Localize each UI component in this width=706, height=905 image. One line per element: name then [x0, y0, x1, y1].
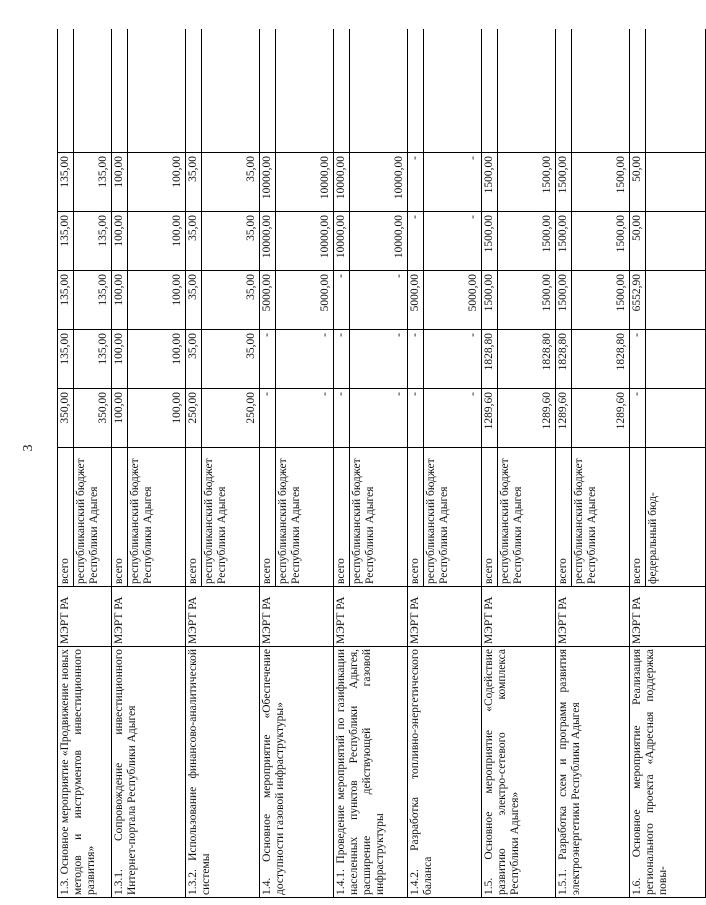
amount-cell: 50,00 [630, 153, 646, 212]
amount-cell: 100,00 [128, 271, 186, 330]
amount-cell: 250,00 [202, 389, 260, 448]
table-row [334, 30, 350, 898]
amount-cell: 10000,00 [260, 212, 276, 271]
spacer-cell [202, 30, 260, 153]
amount-cell: 1289,60 [556, 389, 572, 448]
measure-name: 1.3.1. Сопровождение инвестиционного Интернет-портала Республики Адыгея [112, 647, 186, 898]
rotated-table-area [57, 30, 669, 898]
amount-cell: 100,00 [128, 389, 186, 448]
funding-source: республиканский бюджет Республики Адыгея [350, 448, 408, 587]
amount-cell: 50,00 [630, 212, 646, 271]
measure-name: 1.6. Основное мероприятие Реализация регионального проекта «Адресная поддержка повы- [630, 647, 706, 898]
amount-cell: 35,00 [202, 330, 260, 389]
spacer-cell [276, 30, 334, 153]
funding-source: всего [334, 448, 350, 587]
amount-cell: 1289,60 [498, 389, 556, 448]
table-row [630, 30, 646, 898]
amount-cell: 10000,00 [334, 212, 350, 271]
amount-cell: 250,00 [186, 389, 202, 448]
measure-name: 1.5. Основное мероприятие «Содействие развитию электро-сетевого комплекса Республики Адыгея» [482, 647, 556, 898]
amount-cell: 100,00 [128, 330, 186, 389]
spacer-cell [498, 30, 556, 153]
amount-cell: - [424, 153, 482, 212]
amount-cell [646, 330, 706, 389]
amount-cell: 35,00 [202, 271, 260, 330]
amount-cell: 35,00 [202, 153, 260, 212]
amount-cell: 10000,00 [276, 153, 334, 212]
funding-source: республиканский бюджет Республики Адыгея [572, 448, 630, 587]
amount-cell: - [424, 330, 482, 389]
financing-table [57, 30, 706, 899]
table-row [556, 30, 572, 898]
amount-cell: - [260, 330, 276, 389]
table-row [408, 30, 424, 898]
spacer-cell [58, 30, 74, 153]
amount-cell: 10000,00 [334, 153, 350, 212]
amount-cell: 1828,80 [498, 330, 556, 389]
amount-cell: 350,00 [58, 389, 74, 448]
spacer-cell [630, 30, 646, 153]
spacer-cell [334, 30, 350, 153]
funding-source: всего [630, 448, 646, 587]
measure-name: 1.3. Основное мероприятие «Продвижение новых методов и инструментов инвестиционного развития» [58, 647, 112, 898]
spacer-cell [112, 30, 128, 153]
amount-cell: 1289,60 [572, 389, 630, 448]
amount-cell: - [630, 389, 646, 448]
amount-cell: 135,00 [74, 271, 112, 330]
amount-cell: 1828,80 [482, 330, 498, 389]
amount-cell [646, 153, 706, 212]
spacer-cell [556, 30, 572, 153]
amount-cell: 1500,00 [572, 153, 630, 212]
amount-cell: 1500,00 [498, 271, 556, 330]
amount-cell [646, 389, 706, 448]
table-rotor [57, 30, 669, 898]
amount-cell: 1500,00 [498, 212, 556, 271]
amount-cell [646, 271, 706, 330]
funding-source: республиканский бюджет Республики Адыгея [424, 448, 482, 587]
spacer-cell [128, 30, 186, 153]
amount-cell: 1500,00 [556, 212, 572, 271]
amount-cell: - [630, 330, 646, 389]
amount-cell: 135,00 [58, 330, 74, 389]
table-row [260, 30, 276, 898]
amount-cell: - [350, 389, 408, 448]
amount-cell: 35,00 [186, 330, 202, 389]
amount-cell: 1828,80 [572, 330, 630, 389]
spacer-cell [260, 30, 276, 153]
amount-cell: - [408, 212, 424, 271]
amount-cell: 6552,90 [630, 271, 646, 330]
measure-name: 1.5.1. Разработка схем и программ развития электроэнергетики Республики Адыгея [556, 647, 630, 898]
executor: МЭРТ РА [186, 587, 260, 647]
amount-cell: 135,00 [74, 330, 112, 389]
amount-cell: 35,00 [186, 153, 202, 212]
measure-name: 1.4.1. Проведение мероприятий по газификации населенных пунктов Республики Адыгея, расширение действующей газовой инфраструктуры [334, 647, 408, 898]
spacer-cell [186, 30, 202, 153]
funding-source: республиканский бюджет Республики Адыгея [128, 448, 186, 587]
amount-cell: - [424, 212, 482, 271]
amount-cell: 1289,60 [482, 389, 498, 448]
amount-cell: 35,00 [186, 212, 202, 271]
amount-cell: 10000,00 [350, 212, 408, 271]
amount-cell: - [260, 389, 276, 448]
funding-source: всего [58, 448, 74, 587]
amount-cell: 1500,00 [482, 153, 498, 212]
amount-cell: 1500,00 [482, 271, 498, 330]
funding-source: всего [482, 448, 498, 587]
amount-cell: - [334, 330, 350, 389]
amount-cell: - [408, 330, 424, 389]
amount-cell: - [424, 389, 482, 448]
measure-name: 1.4.2. Разработка топливно-энергетического баланса [408, 647, 482, 898]
amount-cell: 100,00 [112, 330, 128, 389]
amount-cell: 1500,00 [498, 153, 556, 212]
amount-cell: 100,00 [112, 212, 128, 271]
amount-cell: 135,00 [58, 153, 74, 212]
amount-cell: 5000,00 [260, 271, 276, 330]
table-row [112, 30, 128, 898]
spacer-cell [572, 30, 630, 153]
funding-source: республиканский бюджет Республики Адыгея [498, 448, 556, 587]
measure-name: 1.4. Основное мероприятие «Обеспечение доступности газовой инфраструктуры» [260, 647, 334, 898]
amount-cell: 100,00 [128, 212, 186, 271]
amount-cell: 1500,00 [556, 271, 572, 330]
amount-cell: - [276, 330, 334, 389]
amount-cell: 1828,80 [556, 330, 572, 389]
amount-cell: - [334, 271, 350, 330]
amount-cell: 5000,00 [424, 271, 482, 330]
amount-cell: 10000,00 [350, 153, 408, 212]
funding-source: республиканский бюджет Республики Адыгея [276, 448, 334, 587]
amount-cell: 10000,00 [260, 153, 276, 212]
amount-cell: 1500,00 [572, 212, 630, 271]
executor: МЭРТ РА [58, 587, 112, 647]
spacer-cell [424, 30, 482, 153]
table-row [58, 30, 74, 898]
amount-cell: 100,00 [112, 389, 128, 448]
amount-cell: - [350, 271, 408, 330]
amount-cell: 5000,00 [408, 271, 424, 330]
executor: МЭРТ РА [260, 587, 334, 647]
amount-cell: - [408, 389, 424, 448]
amount-cell: 1500,00 [572, 271, 630, 330]
spacer-cell [482, 30, 498, 153]
funding-source: всего [186, 448, 202, 587]
executor: МЭРТ РА [334, 587, 408, 647]
amount-cell: 100,00 [112, 153, 128, 212]
amount-cell: 10000,00 [276, 212, 334, 271]
spacer-cell [646, 30, 706, 153]
amount-cell: - [408, 153, 424, 212]
executor: МЭРТ РА [112, 587, 186, 647]
executor: МЭРТ РА [630, 587, 706, 647]
table-row [482, 30, 498, 898]
executor: МЭРТ РА [556, 587, 630, 647]
funding-source: всего [112, 448, 128, 587]
executor: МЭРТ РА [408, 587, 482, 647]
spacer-cell [408, 30, 424, 153]
amount-cell: - [350, 330, 408, 389]
amount-cell: 135,00 [74, 153, 112, 212]
funding-source: всего [260, 448, 276, 587]
amount-cell [646, 212, 706, 271]
page-number: 3 [21, 444, 36, 452]
amount-cell: 135,00 [58, 212, 74, 271]
amount-cell: 35,00 [186, 271, 202, 330]
spacer-cell [74, 30, 112, 153]
amount-cell: - [276, 389, 334, 448]
funding-source: федеральный бюд- [646, 448, 706, 587]
spacer-cell [350, 30, 408, 153]
amount-cell: 100,00 [128, 153, 186, 212]
amount-cell: 135,00 [74, 212, 112, 271]
amount-cell: 5000,00 [276, 271, 334, 330]
funding-source: республиканский бюджет Республики Адыгея [202, 448, 260, 587]
measure-name: 1.3.2. Использование финансово-аналитической системы [186, 647, 260, 898]
amount-cell: 135,00 [58, 271, 74, 330]
funding-source: республиканский бюджет Республики Адыгея [74, 448, 112, 587]
table-row [186, 30, 202, 898]
amount-cell: 35,00 [202, 212, 260, 271]
funding-source: всего [556, 448, 572, 587]
executor: МЭРТ РА [482, 587, 556, 647]
amount-cell: 1500,00 [556, 153, 572, 212]
amount-cell: 100,00 [112, 271, 128, 330]
amount-cell: 1500,00 [482, 212, 498, 271]
funding-source: всего [408, 448, 424, 587]
amount-cell: 350,00 [74, 389, 112, 448]
amount-cell: - [334, 389, 350, 448]
